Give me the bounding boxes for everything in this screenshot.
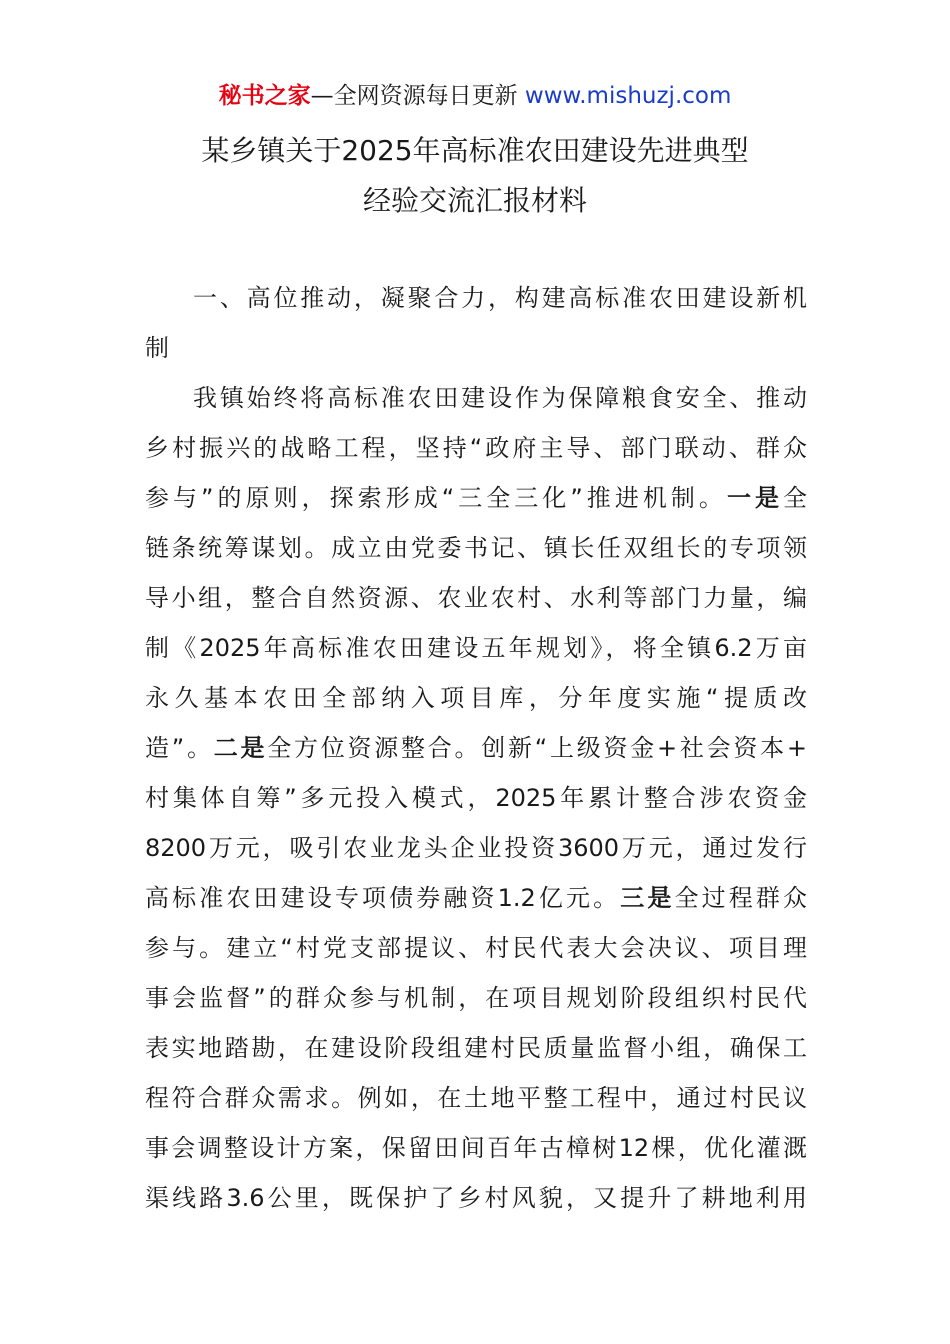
document-body xyxy=(145,273,807,1223)
title-line-1: 某乡镇关于2025年高标准农田建设先进典型 xyxy=(201,134,749,167)
paragraph-line: 事会调整设计方案，保留田间百年古樟树12棵，优化灌溉 xyxy=(145,1134,807,1162)
document-title xyxy=(0,126,950,226)
paragraph-text: 参与”的原则，探索形成“三全三化”推进机制。 xyxy=(145,484,727,512)
paragraph-line: 8200万元，吸引农业龙头企业投资3600万元，通过发行 xyxy=(145,834,807,862)
paragraph-line: 乡村振兴的战略工程，坚持“政府主导、部门联动、群众 xyxy=(145,434,807,462)
paragraph-line: 事会监督”的群众参与机制，在项目规划阶段组织村民代 xyxy=(145,984,807,1012)
title-line-2: 经验交流汇报材料 xyxy=(362,184,587,217)
paragraph-text: 全过程群众 xyxy=(674,884,808,912)
paragraph-text: 高标准农田建设专项债券融资1.2亿元。 xyxy=(145,884,621,912)
bold-marker-three: 三是 xyxy=(620,884,675,912)
brand-name: 秘书之家 xyxy=(218,83,311,109)
site-url-link[interactable]: www.mishuzj.com xyxy=(517,83,732,109)
paragraph-text: 全 xyxy=(783,484,807,512)
paragraph-line: 制《2025年高标准农田建设五年规划》，将全镇6.2万亩 xyxy=(145,634,807,662)
paragraph-text: 全方位资源整合。创新“上级资金+社会资本+ xyxy=(267,734,807,762)
paragraph-line: 表实地踏勘，在建设阶段组建村民质量监督小组，确保工 xyxy=(145,1034,807,1062)
site-banner xyxy=(0,80,950,112)
paragraph-line xyxy=(145,723,807,773)
bold-marker-two: 二是 xyxy=(213,734,268,762)
paragraph-line: 村集体自筹”多元投入模式，2025年累计整合涉农资金 xyxy=(145,784,807,812)
paragraph-line xyxy=(145,873,807,923)
section-heading-line-1: 一、高位推动，凝聚合力，构建高标准农田建设新机 xyxy=(193,284,807,312)
paragraph-line: 链条统筹谋划。成立由党委书记、镇长任双组长的专项领 xyxy=(145,534,807,562)
paragraph-text: 造”。 xyxy=(145,734,214,762)
paragraph-line xyxy=(145,473,807,523)
paragraph-line: 导小组，整合自然资源、农业农村、水利等部门力量，编 xyxy=(145,584,807,612)
banner-slogan: —全网资源每日更新 xyxy=(310,83,518,109)
paragraph-line: 我镇始终将高标准农田建设作为保障粮食安全、推动 xyxy=(193,384,807,412)
paragraph-line: 渠线路3.6公里，既保护了乡村风貌，又提升了耕地利用 xyxy=(145,1184,807,1212)
paragraph-line: 程符合群众需求。例如，在土地平整工程中，通过村民议 xyxy=(145,1084,807,1112)
bold-marker-one: 一是 xyxy=(726,484,783,512)
paragraph-line: 永久基本农田全部纳入项目库，分年度实施“提质改 xyxy=(145,684,807,712)
paragraph-line: 参与。建立“村党支部提议、村民代表大会决议、项目理 xyxy=(145,934,807,962)
section-heading-line-2: 制 xyxy=(145,334,169,362)
